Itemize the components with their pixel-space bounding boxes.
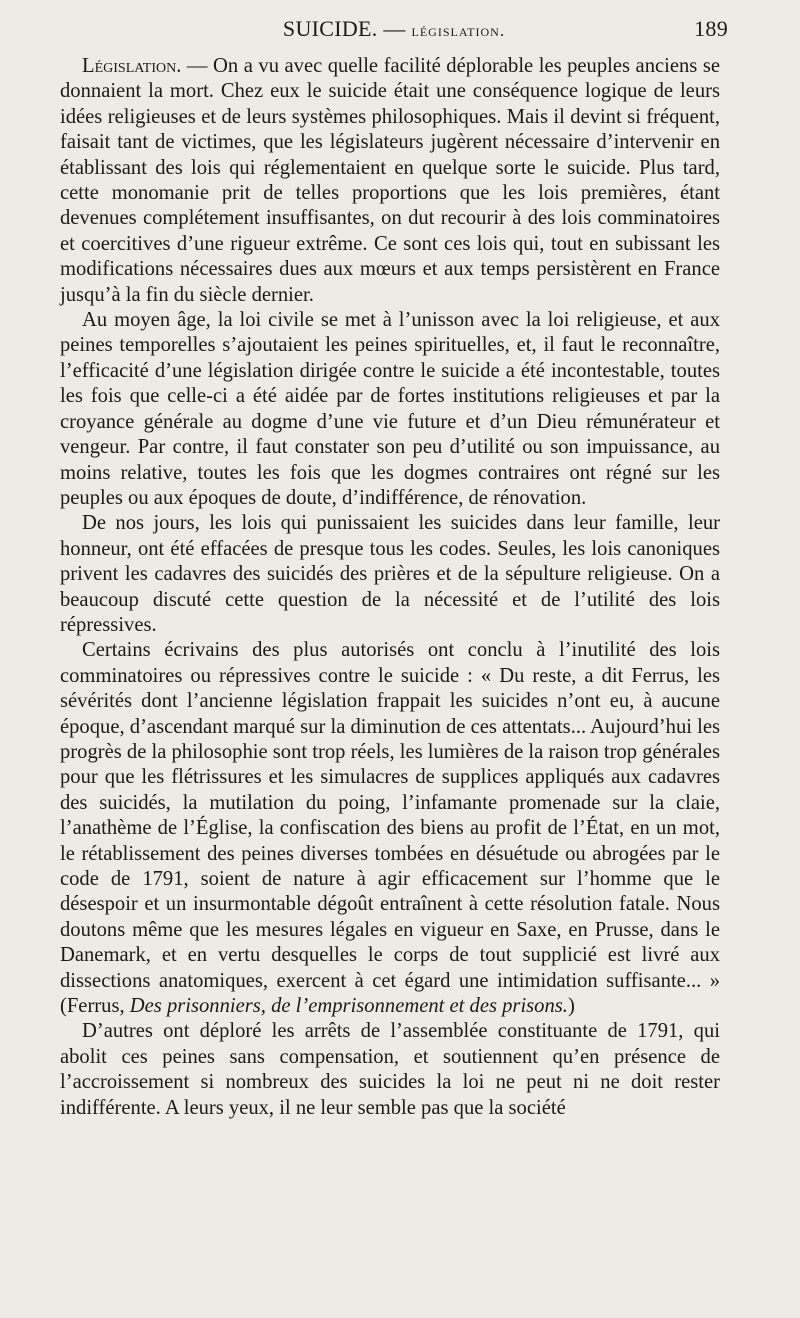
paragraph-4 <box>60 638 720 1019</box>
paragraph-text: — On a vu avec quelle facilité déplorable les peuples anciens se donnaient la mort. Chez eux le suicide était une conséquence logique de leurs idées religieuses et de leurs systèmes philosophiques. Mais il devint si fréquent, faisait tant de victimes, que les législateurs jugèrent nécessaire d’intervenir en établissant des lois qui réglementaient en quelque sorte le suicide. Plus tard, cette monomanie prit de telles proportions que les lois premières, étant devenues complétement insuffisantes, on dut recourir à des lois comminatoires et coercitives d’une rigueur extrême. Ce sont ces lois qui, tout en subissant les modifications nécessaires dues aux mœurs et aux temps persistèrent en France jusqu’à la fin du siècle dernier. <box>60 55 720 306</box>
paragraph-text: Certains écrivains des plus autorisés ont conclu à l’inutilité des lois comminatoires ou répressives contre le suicide : « Du reste, a dit Ferrus, les sévérités dont l’ancienne législation frappait les suicides n’ont eu, à aucune époque, d’ascendant marqué sur la diminution de ces attentats... Aujourd’hui les progrès de la philosophie sont trop réels, les lumières de la raison trop générales pour que les flétrissures et les simulacres de supplices appliqués aux cadavres des suicidés, la mutilation du poing, l’infamante promenade sur la claie, l’anathème de l’Église, la confiscation des biens au profit de l’État, en un mot, le rétablissement des peines diverses tombées en désuétude ou abrogées par le code de 1791, soient de nature à agir efficacement sur l’homme que le désespoir et un insurmontable dégoût entraînent à cette résolution fatale. Nous doutons même que les mesures légales en vigueur en Saxe, en Prusse, dans le Danemark, et en vertu desquelles le corps de tout supplicié est livré aux dissections anatomiques, exercent à cet égard une intimidation suffisante... » (Ferrus, <box>60 639 720 1018</box>
page-number: 189 <box>694 16 728 41</box>
running-head <box>60 16 728 46</box>
paragraph-3: De nos jours, les lois qui punissaient les suicides dans leur famille, leur honneur, ont été effacées de presque tous les codes. Seules, les lois canoniques privent les cadavres des suicidés des prières et de la sépulture religieuse. On a beaucoup discuté cette question de la nécessité et de l’utilité des lois répressives. <box>60 512 720 636</box>
paragraph-5: D’autres ont déploré les arrêts de l’assemblée constituante de 1791, qui abolit ces peines sans compensation, et soutiennent qu’en présence de l’accroissement si nombreux des suicides la loi ne peut ni ne doit rester indifférente. A leurs yeux, il ne leur semble pas que la société <box>60 1020 720 1119</box>
section-subtitle: législation. <box>411 21 506 40</box>
chapter-title: SUICIDE. <box>282 16 378 41</box>
paragraph-1 <box>60 54 720 308</box>
paragraph-2: Au moyen âge, la loi civile se met à l’unisson avec la loi religieuse, et aux peines temporelles s’ajoutaient les peines spirituelles, et, il faut le reconnaître, l’efficacité d’une législation dirigée contre le suicide a été incontestable, toutes les fois que celle-ci a été aidée par de fortes institutions religieuses et par la croyance générale au dogme d’une vie future et d’un Dieu rémunérateur et vengeur. Par contre, il faut constater son peu d’utilité ou son impuissance, au moins relative, toutes les fois que les dogmes contraires ont régné sur les peuples ou aux époques de doute, d’indifférence, de rénovation. <box>60 309 720 509</box>
running-head-title <box>60 16 728 42</box>
title-dash: — <box>377 16 412 41</box>
book-citation: Des prisonniers, de l’emprisonnement et des prisons. <box>129 995 568 1018</box>
citation-close: ) <box>567 995 575 1018</box>
section-lead: Législation. <box>82 55 182 77</box>
body-text <box>60 54 720 1121</box>
